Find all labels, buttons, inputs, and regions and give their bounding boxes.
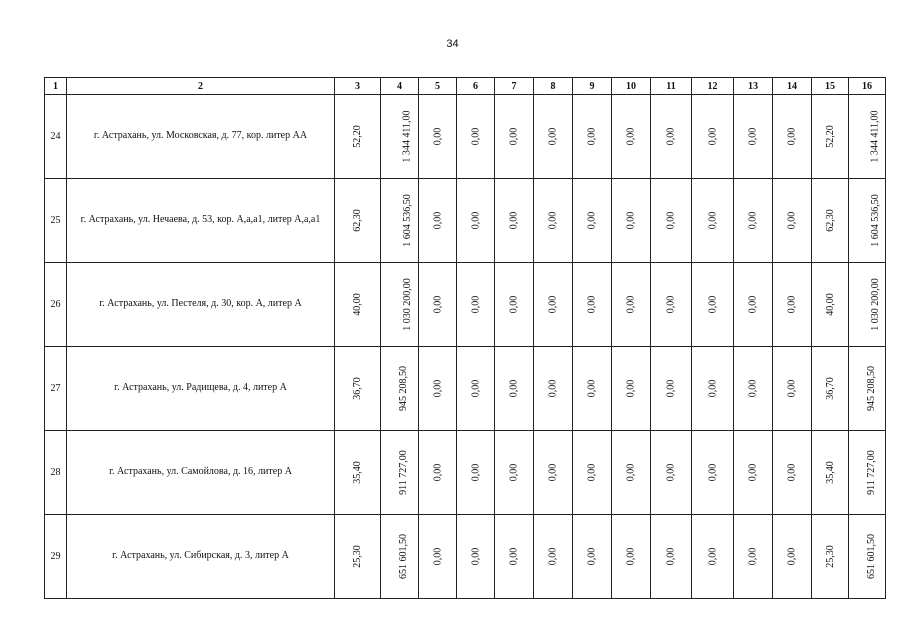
value-text: 40,00 xyxy=(824,293,836,316)
value-cell xyxy=(651,179,692,263)
value-cell xyxy=(573,515,612,599)
value-cell xyxy=(651,95,692,179)
value-cell xyxy=(849,515,886,599)
value-cell xyxy=(457,179,495,263)
value-cell xyxy=(734,95,773,179)
address-cell: г. Астрахань, ул. Самойлова, д. 16, литер А xyxy=(67,431,335,515)
value-cell xyxy=(335,179,381,263)
value-cell xyxy=(849,347,886,431)
value-cell xyxy=(773,95,812,179)
value-text: 0,00 xyxy=(707,295,718,314)
value-text: 945 208,50 xyxy=(866,366,877,411)
value-cell xyxy=(734,515,773,599)
value-cell xyxy=(457,431,495,515)
value-text: 0,00 xyxy=(786,379,798,398)
value-cell xyxy=(457,263,495,347)
value-text: 0,00 xyxy=(586,211,598,230)
value-text: 62,30 xyxy=(824,209,836,232)
value-text: 0,00 xyxy=(432,127,443,146)
value-cell xyxy=(651,515,692,599)
value-text: 0,00 xyxy=(707,211,718,230)
value-text: 651 601,50 xyxy=(866,534,877,579)
value-cell xyxy=(692,95,734,179)
value-text: 0,00 xyxy=(747,463,759,482)
value-cell xyxy=(381,347,419,431)
value-cell xyxy=(692,431,734,515)
value-text: 0,00 xyxy=(547,379,559,398)
value-text: 0,00 xyxy=(432,211,443,230)
column-header: 16 xyxy=(849,78,886,95)
value-text: 25,30 xyxy=(824,545,836,568)
value-text: 52,20 xyxy=(352,125,363,148)
column-header: 7 xyxy=(495,78,534,95)
value-text: 0,00 xyxy=(547,127,559,146)
value-text: 0,00 xyxy=(547,295,559,314)
table-body xyxy=(45,78,886,599)
value-text: 0,00 xyxy=(707,547,718,566)
value-text: 0,00 xyxy=(665,127,677,146)
table-row xyxy=(45,431,886,515)
value-cell xyxy=(734,431,773,515)
row-number: 25 xyxy=(45,179,67,263)
value-cell xyxy=(773,431,812,515)
value-cell xyxy=(335,347,381,431)
value-cell xyxy=(849,263,886,347)
value-text: 945 208,50 xyxy=(398,366,409,411)
value-cell xyxy=(849,179,886,263)
value-cell xyxy=(534,263,573,347)
value-cell xyxy=(612,263,651,347)
address-cell: г. Астрахань, ул. Пестеля, д. 30, кор. А, литер А xyxy=(67,263,335,347)
value-cell xyxy=(495,515,534,599)
row-number: 27 xyxy=(45,347,67,431)
value-cell xyxy=(534,95,573,179)
value-text: 0,00 xyxy=(470,127,481,146)
value-text: 0,00 xyxy=(747,211,759,230)
value-text: 0,00 xyxy=(586,547,598,566)
value-cell xyxy=(651,431,692,515)
value-text: 0,00 xyxy=(786,463,798,482)
column-header: 3 xyxy=(335,78,381,95)
value-cell xyxy=(812,431,849,515)
value-cell xyxy=(692,263,734,347)
value-cell xyxy=(381,431,419,515)
value-text: 35,40 xyxy=(824,461,836,484)
value-text: 0,00 xyxy=(470,547,481,566)
value-text: 0,00 xyxy=(707,127,718,146)
value-cell xyxy=(335,515,381,599)
value-text: 0,00 xyxy=(707,463,718,482)
value-text: 0,00 xyxy=(586,379,598,398)
value-cell xyxy=(734,179,773,263)
value-cell xyxy=(651,347,692,431)
value-cell xyxy=(612,347,651,431)
value-text: 0,00 xyxy=(665,379,677,398)
value-cell xyxy=(849,431,886,515)
column-header: 11 xyxy=(651,78,692,95)
value-cell xyxy=(335,263,381,347)
value-text: 0,00 xyxy=(625,295,637,314)
value-text: 0,00 xyxy=(665,463,677,482)
value-text: 0,00 xyxy=(547,211,559,230)
value-cell xyxy=(573,263,612,347)
value-cell xyxy=(692,347,734,431)
value-cell xyxy=(534,515,573,599)
value-cell xyxy=(335,431,381,515)
value-text: 0,00 xyxy=(508,211,520,230)
column-header: 9 xyxy=(573,78,612,95)
value-text: 0,00 xyxy=(586,127,598,146)
value-cell xyxy=(651,263,692,347)
column-header: 13 xyxy=(734,78,773,95)
value-cell xyxy=(534,347,573,431)
value-cell xyxy=(534,431,573,515)
value-cell xyxy=(419,431,457,515)
value-text: 0,00 xyxy=(432,379,443,398)
column-header: 12 xyxy=(692,78,734,95)
value-cell xyxy=(612,515,651,599)
value-text: 0,00 xyxy=(625,211,637,230)
value-cell xyxy=(495,263,534,347)
table-row xyxy=(45,263,886,347)
value-cell xyxy=(573,95,612,179)
value-text: 0,00 xyxy=(786,295,798,314)
value-cell xyxy=(812,515,849,599)
column-header: 8 xyxy=(534,78,573,95)
value-text: 0,00 xyxy=(432,295,443,314)
value-cell xyxy=(495,347,534,431)
value-cell xyxy=(495,95,534,179)
column-header: 5 xyxy=(419,78,457,95)
value-text: 911 727,00 xyxy=(397,450,409,495)
value-cell xyxy=(381,263,419,347)
value-text: 0,00 xyxy=(747,295,759,314)
value-text: 36,70 xyxy=(352,377,363,400)
table-row xyxy=(45,95,886,179)
table-row xyxy=(45,179,886,263)
column-header-row xyxy=(45,78,886,95)
value-text: 36,70 xyxy=(824,377,836,400)
column-header: 1 xyxy=(45,78,67,95)
value-text: 0,00 xyxy=(470,211,481,230)
value-cell xyxy=(573,179,612,263)
address-cell: г. Астрахань, ул. Сибирская, д. 3, литер А xyxy=(67,515,335,599)
value-cell xyxy=(419,95,457,179)
value-cell xyxy=(495,179,534,263)
row-number: 24 xyxy=(45,95,67,179)
value-cell xyxy=(849,95,886,179)
value-text: 0,00 xyxy=(470,295,481,314)
value-text: 0,00 xyxy=(665,295,677,314)
value-text: 0,00 xyxy=(508,295,520,314)
value-text: 40,00 xyxy=(352,293,363,316)
value-cell xyxy=(419,347,457,431)
value-text: 651 601,50 xyxy=(398,534,409,579)
address-cell: г. Астрахань, ул. Нечаева, д. 53, кор. А,а,а1, литер А,а,а1 xyxy=(67,179,335,263)
value-cell xyxy=(573,431,612,515)
value-cell xyxy=(692,515,734,599)
column-header: 6 xyxy=(457,78,495,95)
value-cell xyxy=(419,179,457,263)
value-text: 0,00 xyxy=(625,379,637,398)
value-text: 0,00 xyxy=(470,379,481,398)
value-cell xyxy=(812,347,849,431)
column-header: 2 xyxy=(67,78,335,95)
value-cell xyxy=(534,179,573,263)
value-text: 911 727,00 xyxy=(865,450,877,495)
value-text: 52,20 xyxy=(824,125,836,148)
value-cell xyxy=(381,515,419,599)
value-cell xyxy=(812,263,849,347)
value-cell xyxy=(381,179,419,263)
column-header: 10 xyxy=(612,78,651,95)
value-text: 0,00 xyxy=(470,463,481,482)
value-cell xyxy=(457,347,495,431)
value-text: 0,00 xyxy=(547,463,559,482)
value-text: 0,00 xyxy=(665,211,677,230)
row-number: 29 xyxy=(45,515,67,599)
value-cell xyxy=(612,179,651,263)
value-text: 35,40 xyxy=(352,461,363,484)
table-row xyxy=(45,515,886,599)
value-cell xyxy=(419,515,457,599)
value-text: 1 030 200,00 xyxy=(401,278,413,331)
value-text: 0,00 xyxy=(547,547,559,566)
row-number: 26 xyxy=(45,263,67,347)
value-cell xyxy=(457,515,495,599)
value-cell xyxy=(812,95,849,179)
row-number: 28 xyxy=(45,431,67,515)
value-cell xyxy=(773,347,812,431)
value-cell xyxy=(419,263,457,347)
value-text: 0,00 xyxy=(747,127,759,146)
table-row xyxy=(45,347,886,431)
value-text: 1 344 411,00 xyxy=(869,110,881,163)
value-text: 0,00 xyxy=(665,547,677,566)
value-text: 1 604 536,50 xyxy=(869,194,881,247)
value-cell xyxy=(773,179,812,263)
value-text: 0,00 xyxy=(625,127,637,146)
value-text: 62,30 xyxy=(352,209,363,232)
value-text: 0,00 xyxy=(786,547,798,566)
data-table xyxy=(44,77,886,599)
value-text: 0,00 xyxy=(747,379,759,398)
value-cell xyxy=(381,95,419,179)
value-cell xyxy=(773,515,812,599)
column-header: 4 xyxy=(381,78,419,95)
value-cell xyxy=(812,179,849,263)
value-text: 0,00 xyxy=(586,295,598,314)
value-text: 0,00 xyxy=(508,127,520,146)
address-cell: г. Астрахань, ул. Московская, д. 77, кор. литер АА xyxy=(67,95,335,179)
column-header: 14 xyxy=(773,78,812,95)
value-text: 0,00 xyxy=(432,547,443,566)
value-text: 1 030 200,00 xyxy=(869,278,881,331)
value-text: 25,30 xyxy=(352,545,363,568)
value-cell xyxy=(692,179,734,263)
value-cell xyxy=(335,95,381,179)
column-header: 15 xyxy=(812,78,849,95)
value-text: 0,00 xyxy=(625,547,637,566)
value-text: 0,00 xyxy=(508,463,520,482)
value-cell xyxy=(612,95,651,179)
value-text: 0,00 xyxy=(786,211,798,230)
value-cell xyxy=(734,347,773,431)
value-text: 0,00 xyxy=(786,127,798,146)
value-cell xyxy=(773,263,812,347)
value-text: 0,00 xyxy=(508,379,520,398)
value-cell xyxy=(612,431,651,515)
value-text: 0,00 xyxy=(508,547,520,566)
value-text: 1 604 536,50 xyxy=(401,194,413,247)
page-number: 34 xyxy=(446,38,459,50)
value-text: 0,00 xyxy=(625,463,637,482)
value-cell xyxy=(457,95,495,179)
value-text: 0,00 xyxy=(586,463,598,482)
value-cell xyxy=(495,431,534,515)
value-text: 0,00 xyxy=(747,547,759,566)
value-text: 1 344 411,00 xyxy=(401,110,413,163)
value-text: 0,00 xyxy=(432,463,443,482)
address-cell: г. Астрахань, ул. Радищева, д. 4, литер А xyxy=(67,347,335,431)
value-text: 0,00 xyxy=(707,379,718,398)
value-cell xyxy=(734,263,773,347)
value-cell xyxy=(573,347,612,431)
